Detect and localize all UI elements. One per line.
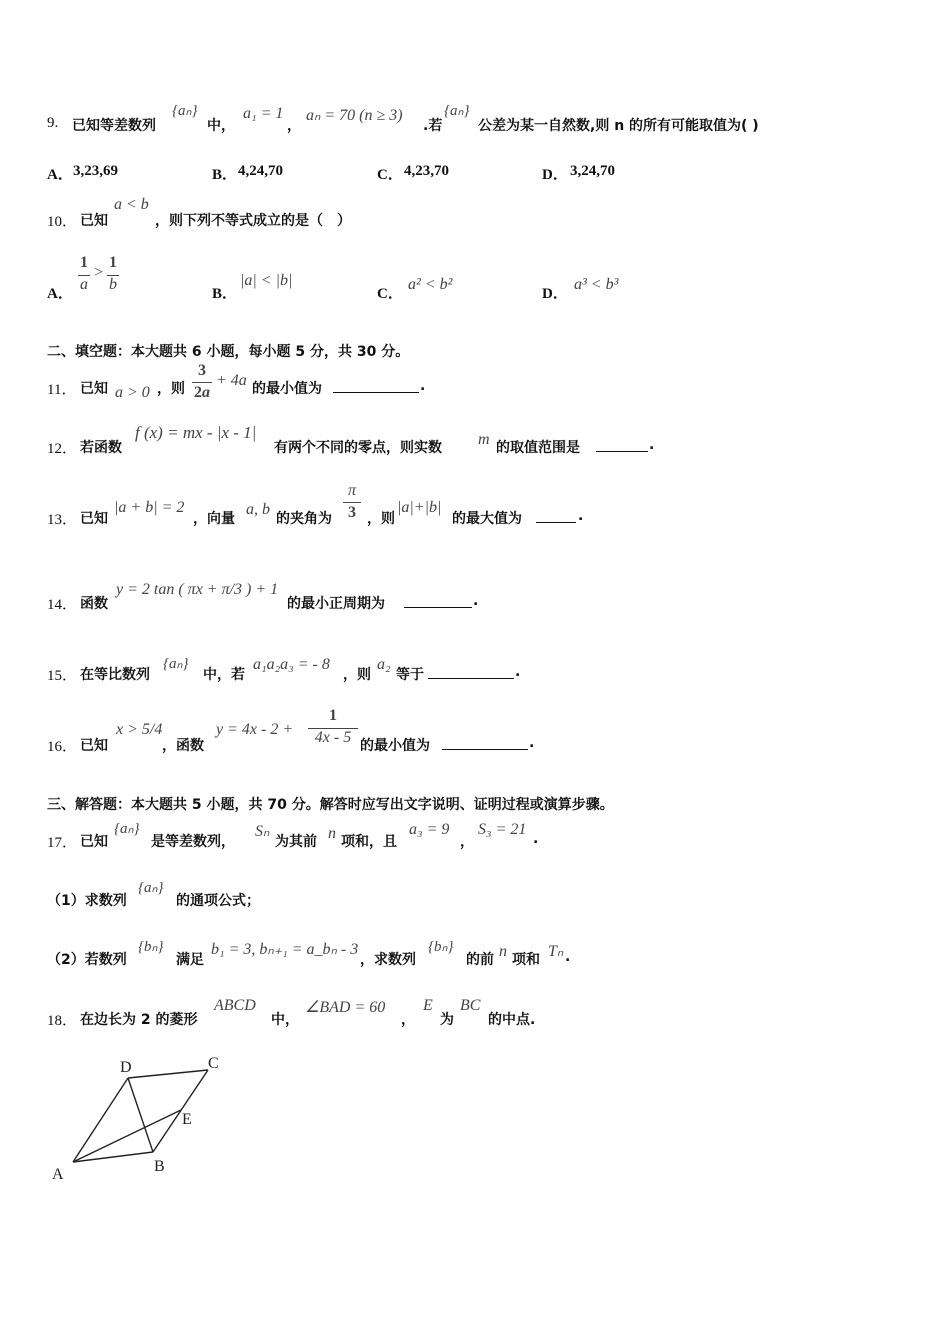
option-b-expression: |a| < |b| [240, 272, 293, 289]
option-value: 4,23,70 [404, 163, 449, 179]
question-text: 的夹角为 [276, 511, 332, 527]
question-text: 在边长为 2 的菱形 [80, 1012, 198, 1028]
math-expr: f (x) = mx - |x - 1| [135, 423, 257, 442]
math-var: Tₙ [548, 943, 564, 960]
part-label: （2）若数列 [47, 952, 127, 968]
question-number: 18． [47, 1013, 78, 1029]
sequence-symbol: {aₙ} [163, 656, 189, 672]
question-text: ，函数 [162, 738, 204, 754]
question-number: 12． [47, 441, 78, 457]
diagonal-db [128, 1078, 153, 1152]
math-expr: b₁ = 3, bₙ₊₁ = a_bₙ - 3 [211, 941, 359, 958]
question-text: 在等比数列 [80, 667, 150, 683]
question-number: 11． [47, 382, 77, 398]
option-d-expression: a³ < b³ [574, 276, 619, 293]
question-text: 已知 [80, 381, 108, 397]
sequence-symbol: {aₙ} [114, 821, 140, 837]
question-text: 的最小值为 [360, 738, 430, 754]
sequence-symbol: {aₙ} [444, 103, 470, 119]
question-text: 已知 [80, 511, 108, 527]
question-text: 中，若 [203, 667, 245, 683]
label-c: C [208, 1055, 219, 1072]
math-expr: a₃ = 9 [409, 821, 450, 838]
math-expr: + 4a [216, 372, 247, 389]
question-text: 是等差数列， [151, 834, 235, 850]
math-expr: |a|+|b| [397, 499, 442, 516]
option-label: C． [377, 167, 403, 183]
sequence-symbol: {aₙ} [138, 880, 164, 896]
label-b: B [154, 1158, 165, 1175]
part-label: （1）求数列 [47, 893, 127, 909]
question-text: 公差为某一自然数,则 n 的所有可能取值为( ) [478, 118, 759, 134]
edge-cd [128, 1070, 208, 1078]
question-text: ，向量 [193, 511, 235, 527]
option-label: B． [212, 167, 238, 183]
part-text: 的前 [466, 952, 494, 968]
option-value: 3,24,70 [570, 163, 615, 179]
question-text: 若函数 [80, 440, 122, 456]
math-function: y = 2 tan ( πx + π/3 ) + 1 [116, 581, 279, 598]
math-expr: a < b [114, 196, 149, 213]
question-text: 中， [271, 1012, 299, 1028]
question-text: 已知等差数列 [72, 118, 156, 134]
question-text: 的最大值为 [452, 511, 522, 527]
answer-blank[interactable] [428, 664, 514, 679]
punctuation: ， [287, 118, 301, 134]
sequence-symbol: {bₙ} [428, 939, 454, 955]
label-d: D [120, 1059, 132, 1076]
math-vectors: a, b [246, 501, 270, 518]
option-label: A． [47, 167, 73, 183]
function-fraction: 1 4x - 5 [308, 707, 358, 755]
answer-blank[interactable] [536, 508, 576, 523]
question-text: 函数 [80, 596, 108, 612]
question-text: 的取值范围是 [496, 440, 580, 456]
answer-blank[interactable] [596, 437, 648, 452]
sequence-symbol: {aₙ} [172, 103, 198, 119]
angle-fraction: π 3 [343, 482, 363, 530]
math-var: Sₙ [255, 823, 270, 840]
part-text: 的通项公式； [176, 893, 260, 909]
label-e: E [182, 1111, 192, 1128]
question-number: 15． [47, 668, 78, 684]
question-text: 有两个不同的零点，则实数 [274, 440, 442, 456]
question-number: 13． [47, 512, 78, 528]
math-var: m [478, 431, 490, 448]
question-text: 的最小值为 [252, 381, 322, 397]
math-var: n [328, 825, 336, 842]
option-c-expression: a² < b² [408, 276, 453, 293]
math-expr: x > 5/4 [116, 721, 163, 738]
question-text: 的中点. [488, 1012, 536, 1028]
math-expr: a > 0 [115, 384, 150, 401]
math-expr: ∠BAD = 60 [305, 999, 386, 1016]
answer-blank[interactable] [333, 378, 419, 393]
punctuation: ， [401, 1012, 415, 1028]
math-var: a₂ [377, 656, 391, 673]
question-number: 9. [47, 115, 59, 131]
question-number: 14． [47, 597, 78, 613]
question-text: ，则 [343, 667, 371, 683]
math-expr: a₁a₂a₃ = - 8 [253, 656, 330, 673]
math-function: y = 4x - 2 + [216, 721, 294, 738]
rhombus-figure [40, 1050, 240, 1190]
math-expr: a₁ = 1 [243, 105, 284, 122]
question-number: 16． [47, 739, 78, 755]
option-label: D． [542, 167, 568, 183]
option-value: 4,24,70 [238, 163, 283, 179]
math-expr: |a + b| = 2 [114, 499, 185, 516]
option-label: A． [47, 286, 73, 302]
math-var: BC [460, 997, 481, 1014]
option-label: B． [212, 286, 238, 302]
shape-name: ABCD [214, 997, 256, 1014]
label-a: A [52, 1166, 64, 1183]
question-text: 已知 [80, 738, 108, 754]
math-expr: S₃ = 21 [478, 821, 527, 838]
question-text: 等于 [396, 667, 424, 683]
answer-blank[interactable] [442, 735, 528, 750]
question-text: 中， [207, 118, 235, 134]
question-number: 17． [47, 835, 78, 851]
question-text: ，则 [367, 511, 395, 527]
sequence-symbol: {bₙ} [138, 939, 164, 955]
option-a-expression: 1 a > 1 b [80, 254, 117, 293]
answer-blank[interactable] [404, 593, 472, 608]
part-text: 满足 [176, 952, 204, 968]
punctuation: ， [460, 834, 474, 850]
fraction-3-over-2a: 3 2a [194, 362, 210, 401]
question-text: 的最小正周期为 [287, 596, 385, 612]
math-var: E [423, 997, 433, 1014]
part-text: ，求数列 [360, 952, 416, 968]
part-text: 项和 [512, 952, 540, 968]
question-text: 项和，且 [341, 834, 397, 850]
math-var: n [499, 943, 507, 960]
math-expr: aₙ = 70 (n ≥ 3) [306, 107, 403, 124]
question-text: ，则 [157, 381, 185, 397]
question-text: 已知 [80, 213, 108, 229]
question-text: 为其前 [275, 834, 317, 850]
edge-ab [73, 1152, 153, 1162]
option-value: 3,23,69 [73, 163, 118, 179]
option-label: C． [377, 286, 403, 302]
question-number: 10． [47, 214, 78, 230]
question-text: 为 [440, 1012, 454, 1028]
question-text: 已知 [80, 834, 108, 850]
question-text: .若 [423, 118, 443, 134]
question-text: ，则下列不等式成立的是（ ） [155, 213, 351, 229]
option-label: D． [542, 286, 568, 302]
